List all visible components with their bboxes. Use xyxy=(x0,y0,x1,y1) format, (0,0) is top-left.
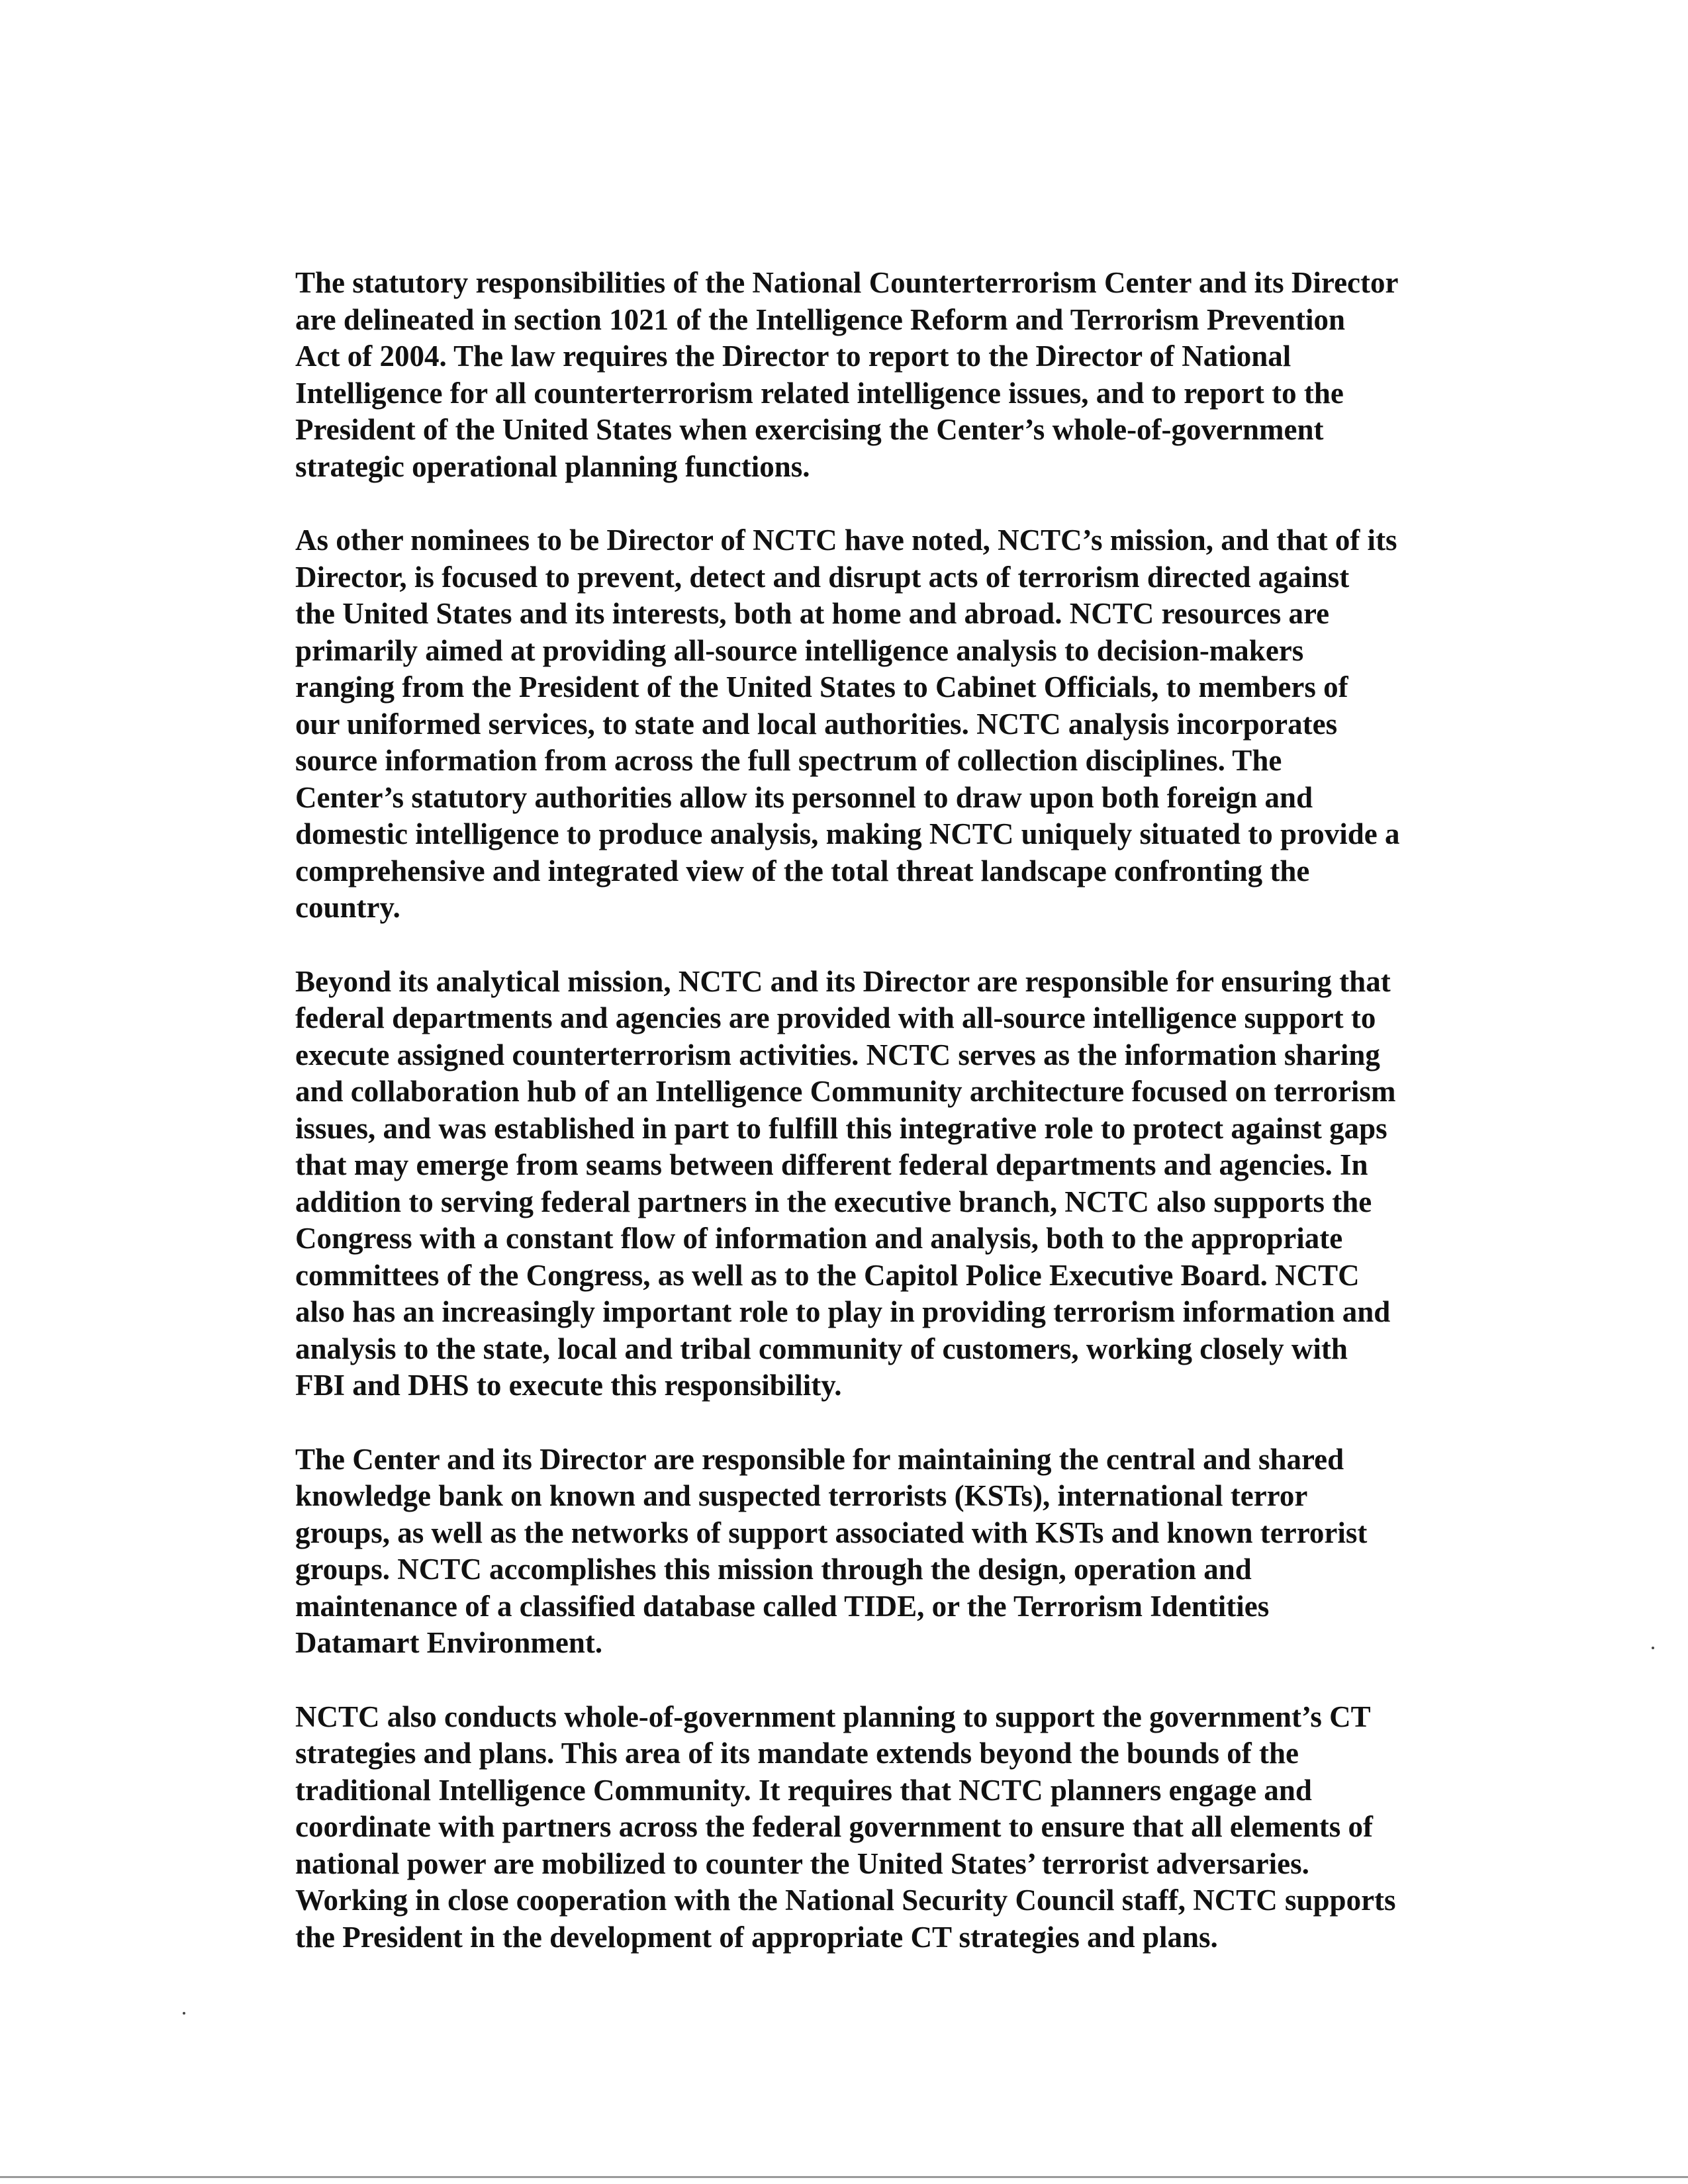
text-line: the President in the development of appropriate CT strategies and plans. xyxy=(295,1920,1218,1954)
text-line: strategic operational planning functions. xyxy=(295,449,810,483)
text-line: domestic intelligence to produce analysis, making NCTC uniquely situated to provide a xyxy=(295,817,1400,850)
text-line: Act of 2004. The law requires the Director to report to the Director of National xyxy=(295,340,1291,373)
text-line: country. xyxy=(295,891,400,924)
text-line: maintenance of a classified database called TIDE, or the Terrorism Identities xyxy=(295,1589,1270,1623)
text-line: also has an increasingly important role to play in providing terrorism information and xyxy=(295,1295,1391,1328)
text-line: FBI and DHS to execute this responsibility. xyxy=(295,1369,842,1402)
text-line: national power are mobilized to counter the United States’ terrorist adversaries. xyxy=(295,1846,1309,1880)
text-line: primarily aimed at providing all-source intelligence analysis to decision-makers xyxy=(295,633,1304,667)
text-line: comprehensive and integrated view of the total threat landscape confronting the xyxy=(295,854,1310,887)
text-line: that may emerge from seams between different federal departments and agencies. In xyxy=(295,1148,1368,1181)
text-line: Center’s statutory authorities allow its personnel to draw upon both foreign and xyxy=(295,780,1313,814)
text-line: coordinate with partners across the federal government to ensure that all elements of xyxy=(295,1810,1374,1843)
paragraph xyxy=(295,522,1520,927)
text-line: addition to serving federal partners in the executive branch, NCTC also supports the xyxy=(295,1185,1372,1218)
text-line: the United States and its interests, both at home and abroad. NCTC resources are xyxy=(295,597,1330,630)
scan-speck xyxy=(183,2012,185,2015)
text-line: Working in close cooperation with the National Security Council staff, NCTC supports xyxy=(295,1884,1396,1917)
text-line: strategies and plans. This area of its mandate extends beyond the bounds of the xyxy=(295,1737,1299,1770)
text-line: NCTC also conducts whole-of-government planning to support the government’s CT xyxy=(295,1700,1371,1733)
text-line: groups, as well as the networks of support associated with KSTs and known terrorist xyxy=(295,1516,1368,1549)
text-line: The Center and its Director are responsible for maintaining the central and shared xyxy=(295,1442,1344,1476)
text-line: Intelligence for all counterterrorism related intelligence issues, and to report to the xyxy=(295,376,1344,410)
document-body xyxy=(295,265,1520,1993)
page-bottom-rule xyxy=(0,2176,1688,2178)
text-line: The statutory responsibilities of the National Counterterrorism Center and its Director xyxy=(295,266,1399,299)
text-line: traditional Intelligence Community. It requires that NCTC planners engage and xyxy=(295,1773,1312,1807)
text-line: issues, and was established in part to fulfill this integrative role to protect against gaps xyxy=(295,1111,1387,1145)
paragraph xyxy=(295,1441,1520,1662)
text-line: are delineated in section 1021 of the Intelligence Reform and Terrorism Prevention xyxy=(295,302,1346,336)
text-line: source information from across the full spectrum of collection disciplines. The xyxy=(295,744,1282,777)
text-line: knowledge bank on known and suspected terrorists (KSTs), international terror xyxy=(295,1479,1308,1512)
text-line: As other nominees to be Director of NCTC have noted, NCTC’s mission, and that of its xyxy=(295,523,1397,557)
scan-speck xyxy=(1652,1647,1654,1649)
text-line: committees of the Congress, as well as to the Capitol Police Executive Board. NCTC xyxy=(295,1258,1360,1292)
text-line: Beyond its analytical mission, NCTC and its Director are responsible for ensuring that xyxy=(295,964,1391,998)
text-line: Director, is focused to prevent, detect and disrupt acts of terrorism directed against xyxy=(295,560,1350,594)
text-line: analysis to the state, local and tribal community of customers, working closely with xyxy=(295,1332,1348,1365)
text-line: and collaboration hub of an Intelligence Community architecture focused on terrorism xyxy=(295,1075,1396,1108)
text-line: federal departments and agencies are provided with all-source intelligence support to xyxy=(295,1001,1376,1034)
text-line: execute assigned counterterrorism activities. NCTC serves as the information sharing xyxy=(295,1038,1380,1071)
text-line: President of the United States when exercising the Center’s whole-of-government xyxy=(295,413,1324,446)
text-line: our uniformed services, to state and local authorities. NCTC analysis incorporates xyxy=(295,707,1338,741)
text-line: ranging from the President of the United States to Cabinet Officials, to members of xyxy=(295,670,1348,704)
text-line: groups. NCTC accomplishes this mission through the design, operation and xyxy=(295,1553,1252,1586)
paragraph xyxy=(295,1699,1520,1956)
text-line: Datamart Environment. xyxy=(295,1626,603,1659)
paragraph xyxy=(295,964,1520,1404)
paragraph xyxy=(295,265,1520,485)
text-line: Congress with a constant flow of information and analysis, both to the appropriate xyxy=(295,1222,1343,1255)
